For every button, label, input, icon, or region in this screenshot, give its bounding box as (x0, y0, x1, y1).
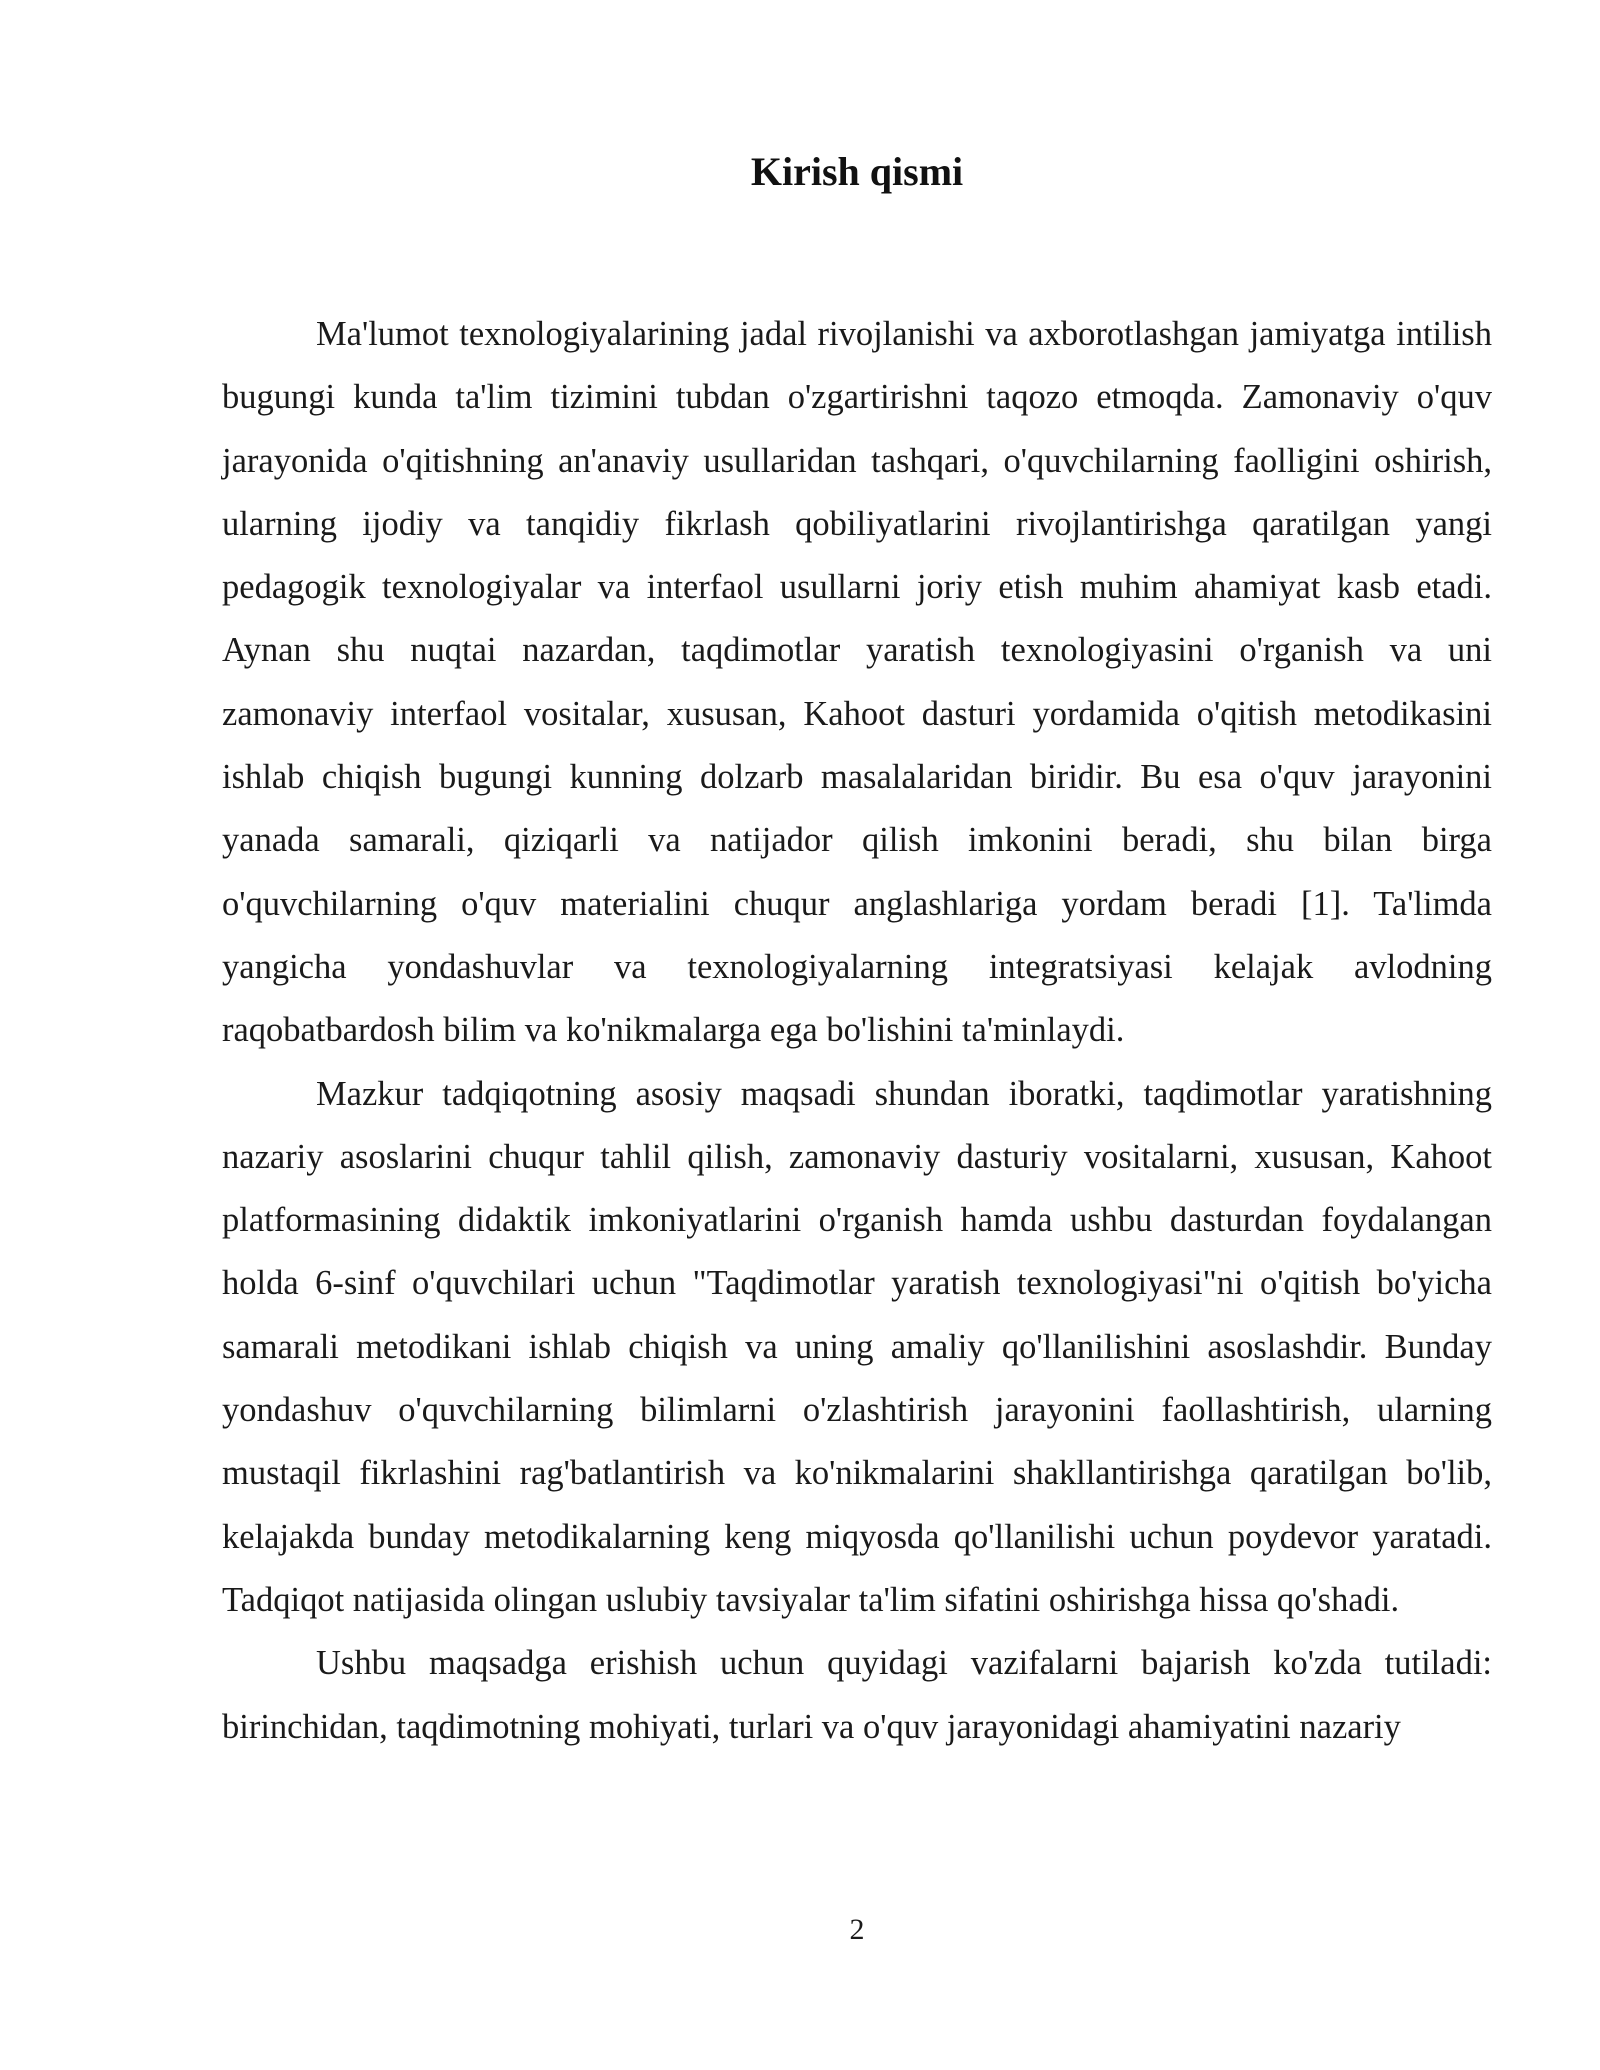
page-title: Kirish qismi (750, 149, 964, 194)
paragraph-3: Ushbu maqsadga erishish uchun quyidagi vazifalarni bajarish ko'zda tutiladi: birinchidan, taqdimotning mohiyati, turlari va o'quv jarayonidagi ahamiyatini nazariy (222, 1644, 1492, 1746)
paragraph-1: Ma'lumot texnologiyalarining jadal rivojlanishi va axborotlashgan jamiyatga intilish bugungi kunda ta'lim tizimini tubdan o'zgartirishni taqozo etmoqda. Zamonaviy o'quv jarayonida o'qitishning an'anaviy usullaridan tashqari, o'quvchilarning faolligini oshirish, ularning ijodiy va tanqidiy fikrlash qobiliyatlarini rivojlantirishga qaratilgan yangi pedagogik texnologiyalar va interfaol usullarni joriy etish muhim ahamiyat kasb etadi. Aynan shu nuqtai nazardan, taqdimotlar yaratish texnologiyasini o'rganish va uni zamonaviy interfaol vositalar, xususan, Kahoot dasturi yordamida o'qitish metodikasini ishlab chiqish bugungi kunning dolzarb masalalaridan biridir. Bu esa o'quv jarayonini yanada samarali, qiziqarli va natijador qilish imkonini beradi, shu bilan birga o'quvchilarning o'quv materialini chuqur anglashlariga yordam beradi [1]. Ta'limda yangicha yondashuvlar va texnologiyalarning integratsiyasi kelajak avlodning raqobatbardosh bilim va ko'nikmalarga ega bo'lishini ta'minlaydi. (222, 315, 1492, 1050)
paragraph-2: Mazkur tadqiqotning asosiy maqsadi shundan iboratki, taqdimotlar yaratishning nazariy asoslarini chuqur tahlil qilish, zamonaviy dasturiy vositalarni, xususan, Kahoot platformasining didaktik imkoniyatlarini o'rganish hamda ushbu dasturdan foydalangan holda 6-sinf o'quvchilari uchun "Taqdimotlar yaratish texnologiyasi"ni o'qitish bo'yicha samarali metodikani ishlab chiqish va uning amaliy qo'llanilishini asoslashdir. Bunday yondashuv o'quvchilarning bilimlarni o'zlashtirish jarayonini faollashtirish, ularning mustaqil fikrlashini rag'batlantirish va ko'nikmalarini shakllantirishga qaratilgan bo'lib, kelajakda bunday metodikalarning keng miqyosda qo'llanilishi uchun poydevor yaratadi. Tadqiqot natijasida olingan uslubiy tavsiyalar ta'lim sifatini oshirishga hissa qo'shadi. (222, 1074, 1492, 1619)
body-text (222, 303, 1492, 1759)
page-number: 2 (849, 1913, 865, 1946)
